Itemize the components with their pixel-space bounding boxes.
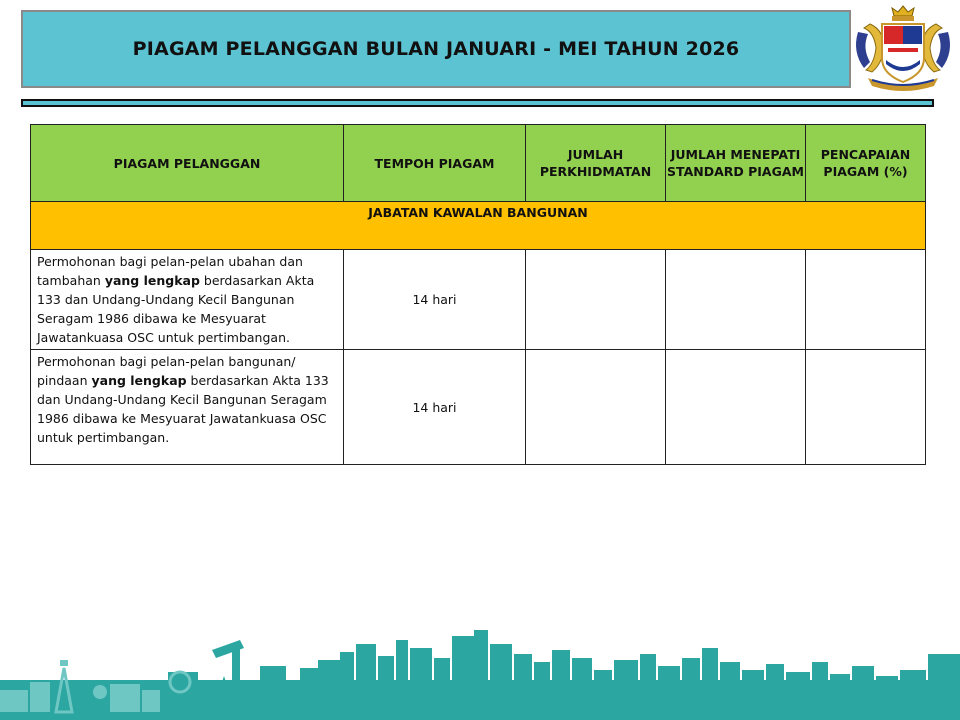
- description-text: Permohonan bagi pelan-pelan ubahan dan tambahan: [37, 254, 303, 288]
- description-emphasis: yang lengkap: [91, 373, 187, 388]
- tempoh-cell: 14 hari: [344, 350, 526, 465]
- city-skyline-illustration: [0, 600, 960, 720]
- customer-charter-table: [30, 124, 926, 465]
- table-row: [31, 350, 926, 465]
- column-header-pencapaian: PENCAPAIAN PIAGAM (%): [806, 125, 926, 202]
- description-text: berdasarkan Akta 133 dan Undang-Undang Kecil Bangunan Seragam 1986 dibawa ke Mesyuarat Jawatankuasa OSC untuk pertimbangan.: [37, 273, 315, 345]
- tempoh-cell: 14 hari: [344, 250, 526, 350]
- column-header-jumlah-menepati: JUMLAH MENEPATI STANDARD PIAGAM: [666, 125, 806, 202]
- column-header-piagam-pelanggan: PIAGAM PELANGGAN: [31, 125, 344, 202]
- section-row: [31, 202, 926, 250]
- title-banner: [21, 10, 851, 88]
- table-row: [31, 250, 926, 350]
- jumlah-perkhidmatan-cell: [526, 250, 666, 350]
- table-header-row: [31, 125, 926, 202]
- page-title: PIAGAM PELANGGAN BULAN JANUARI - MEI TAHUN 2026: [132, 38, 740, 60]
- jumlah-perkhidmatan-cell: [526, 350, 666, 465]
- header-divider: [21, 99, 934, 107]
- pencapaian-cell: [806, 350, 926, 465]
- column-header-jumlah-perkhidmatan: JUMLAH PERKHIDMATAN: [526, 125, 666, 202]
- description-text: berdasarkan Akta 133 dan Undang-Undang Kecil Bangunan Seragam 1986 dibawa ke Mesyuarat Jawatankuasa OSC untuk pertimbangan.: [37, 373, 329, 445]
- jumlah-menepati-cell: [666, 350, 806, 465]
- pencapaian-cell: [806, 250, 926, 350]
- description-emphasis: yang lengkap: [104, 273, 200, 288]
- jumlah-menepati-cell: [666, 250, 806, 350]
- municipal-crest-icon: [850, 2, 956, 94]
- section-label: JABATAN KAWALAN BANGUNAN: [31, 202, 926, 250]
- description-text: Permohonan bagi pelan-pelan bangunan/ pindaan: [37, 354, 296, 388]
- charter-description: [31, 250, 344, 350]
- charter-description: [31, 350, 344, 465]
- column-header-tempoh-piagam: TEMPOH PIAGAM: [344, 125, 526, 202]
